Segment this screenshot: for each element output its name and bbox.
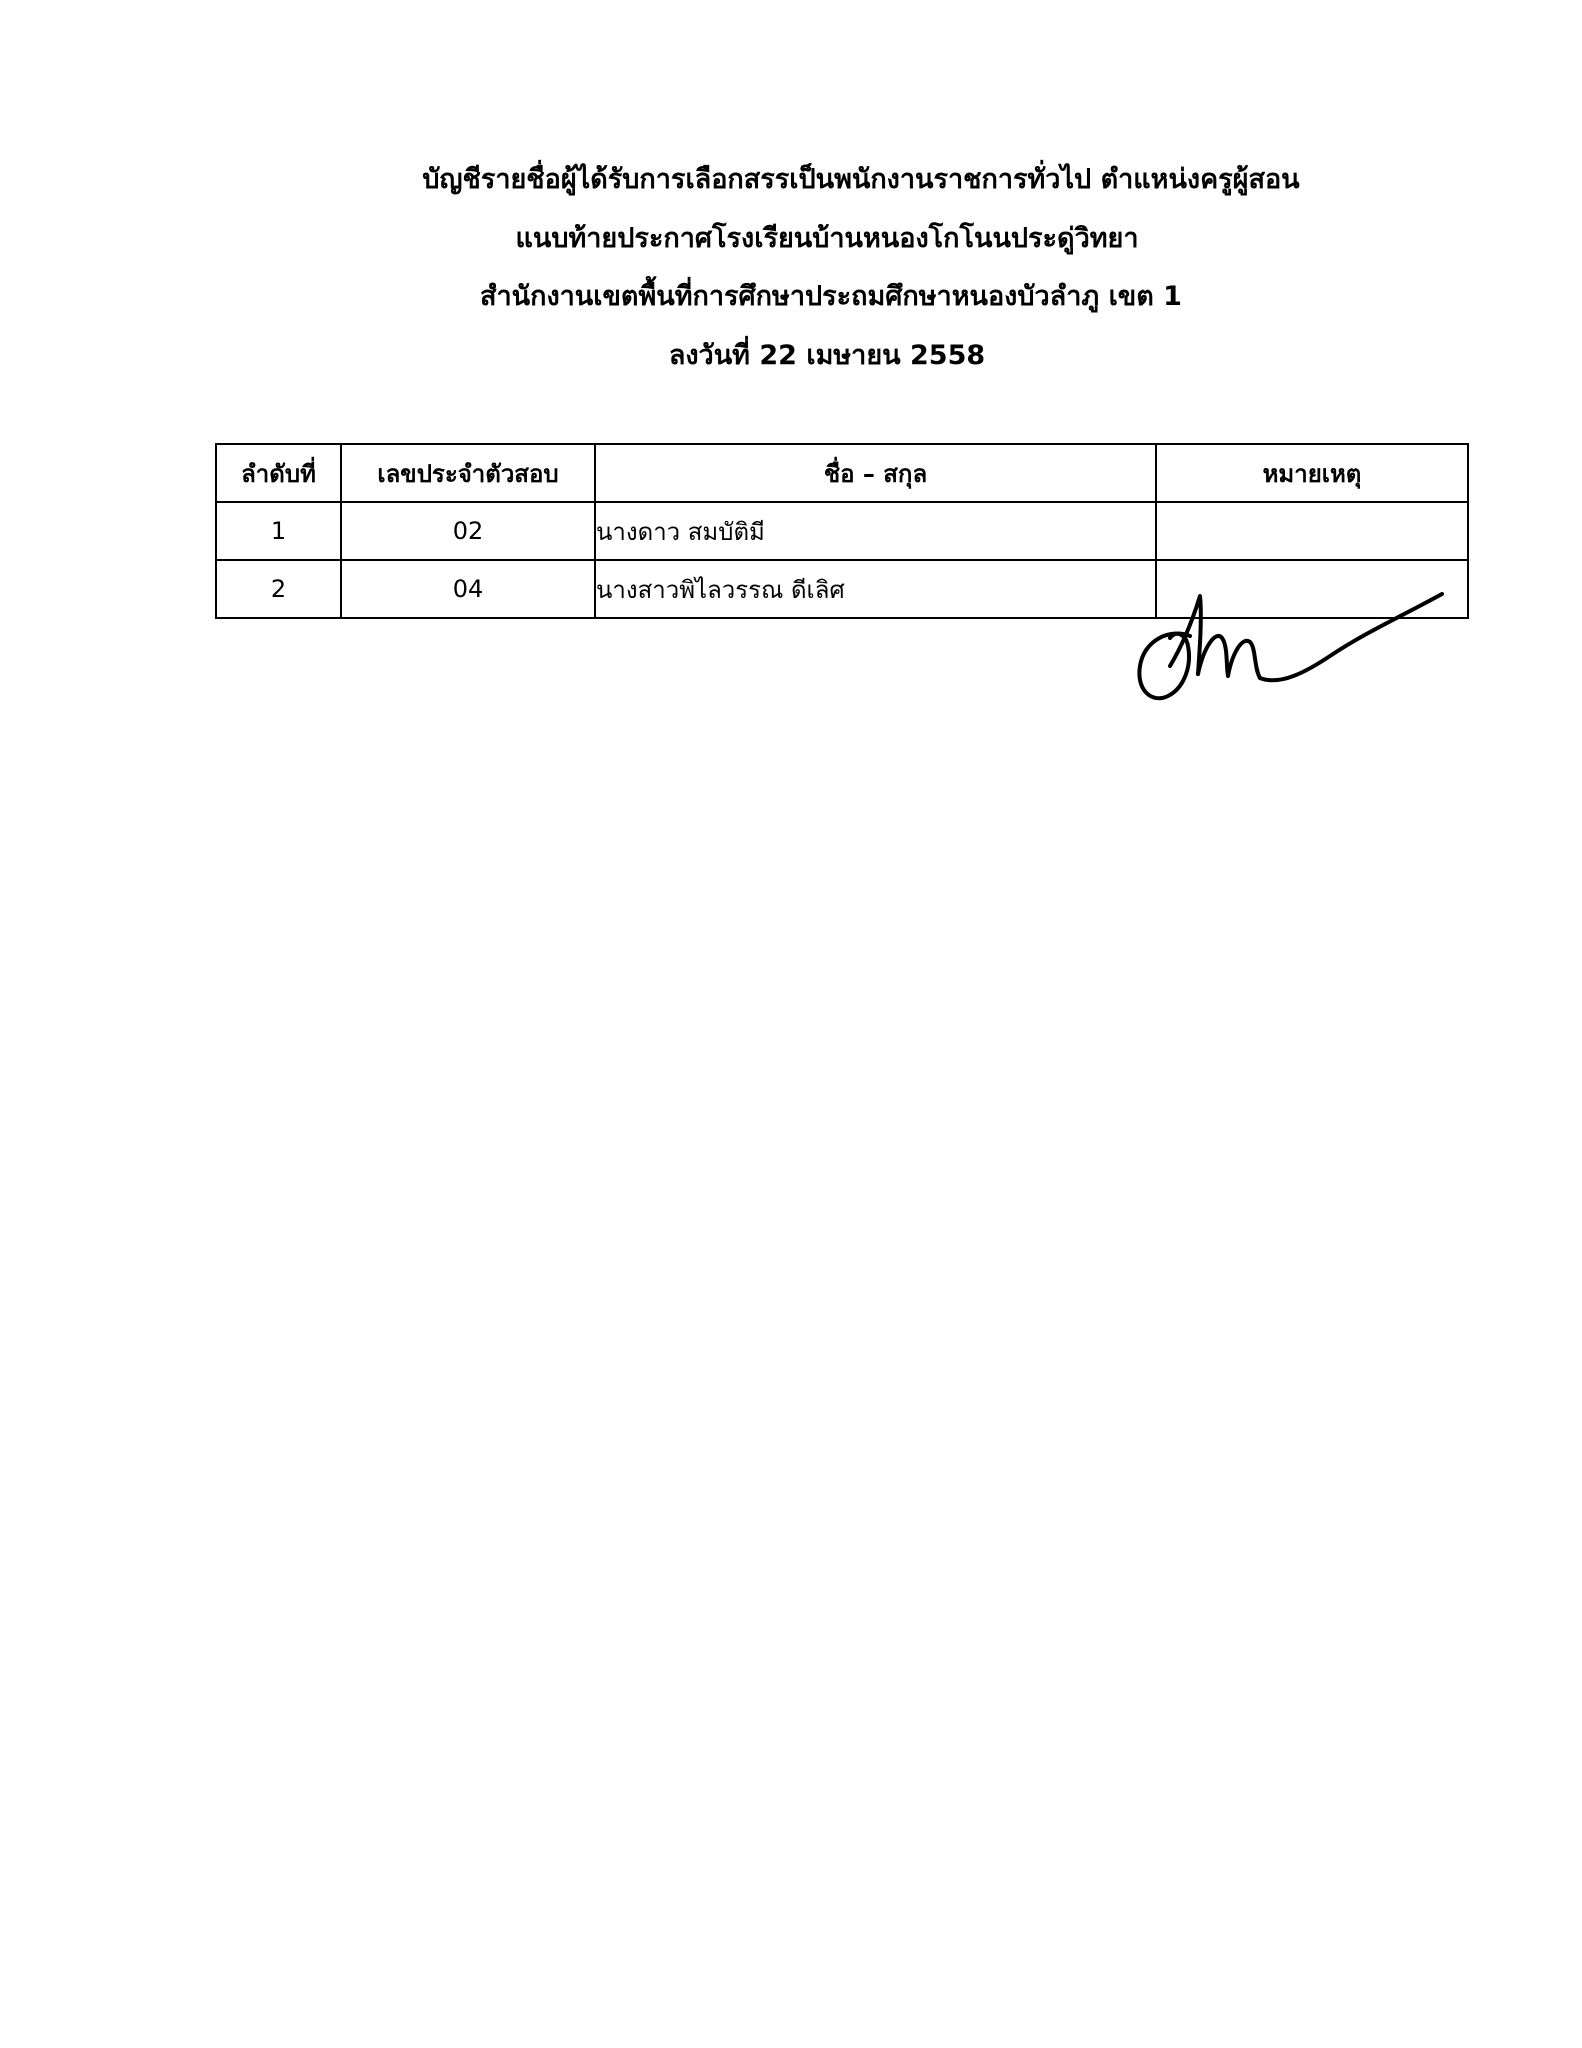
cell-name: นางสาวพิไลวรรณ ดีเลิศ bbox=[595, 560, 1156, 618]
cell-order: 1 bbox=[216, 502, 341, 560]
title-line-3: สำนักงานเขตพื้นที่การศึกษาประถมศึกษาหนองบัวลำภู เขต 1 bbox=[480, 281, 1182, 312]
title-line-2: แนบท้ายประกาศโรงเรียนบ้านหนองโกโนนประดู่วิทยา bbox=[515, 223, 1139, 254]
date-line: ลงวันที่ 22 เมษายน 2558 bbox=[668, 340, 986, 371]
cell-exam-id: 04 bbox=[341, 560, 595, 618]
header-order: ลำดับที่ bbox=[216, 444, 341, 502]
cell-remark bbox=[1156, 502, 1468, 560]
header-remark: หมายเหตุ bbox=[1156, 444, 1468, 502]
cell-order: 2 bbox=[216, 560, 341, 618]
cell-exam-id: 02 bbox=[341, 502, 595, 560]
title-line-1: บัญชีรายชื่อผู้ได้รับการเลือกสรรเป็นพนักงานราชการทั่วไป ตำแหน่งครูผู้สอน bbox=[422, 164, 1300, 195]
handwritten-signature-icon bbox=[1130, 586, 1450, 706]
cell-name: นางดาว สมบัติมี bbox=[595, 502, 1156, 560]
header-name: ชื่อ – สกุล bbox=[595, 444, 1156, 502]
header-exam-id: เลขประจำตัวสอบ bbox=[341, 444, 595, 502]
table-header-row bbox=[216, 444, 1468, 502]
table-row bbox=[216, 502, 1468, 560]
